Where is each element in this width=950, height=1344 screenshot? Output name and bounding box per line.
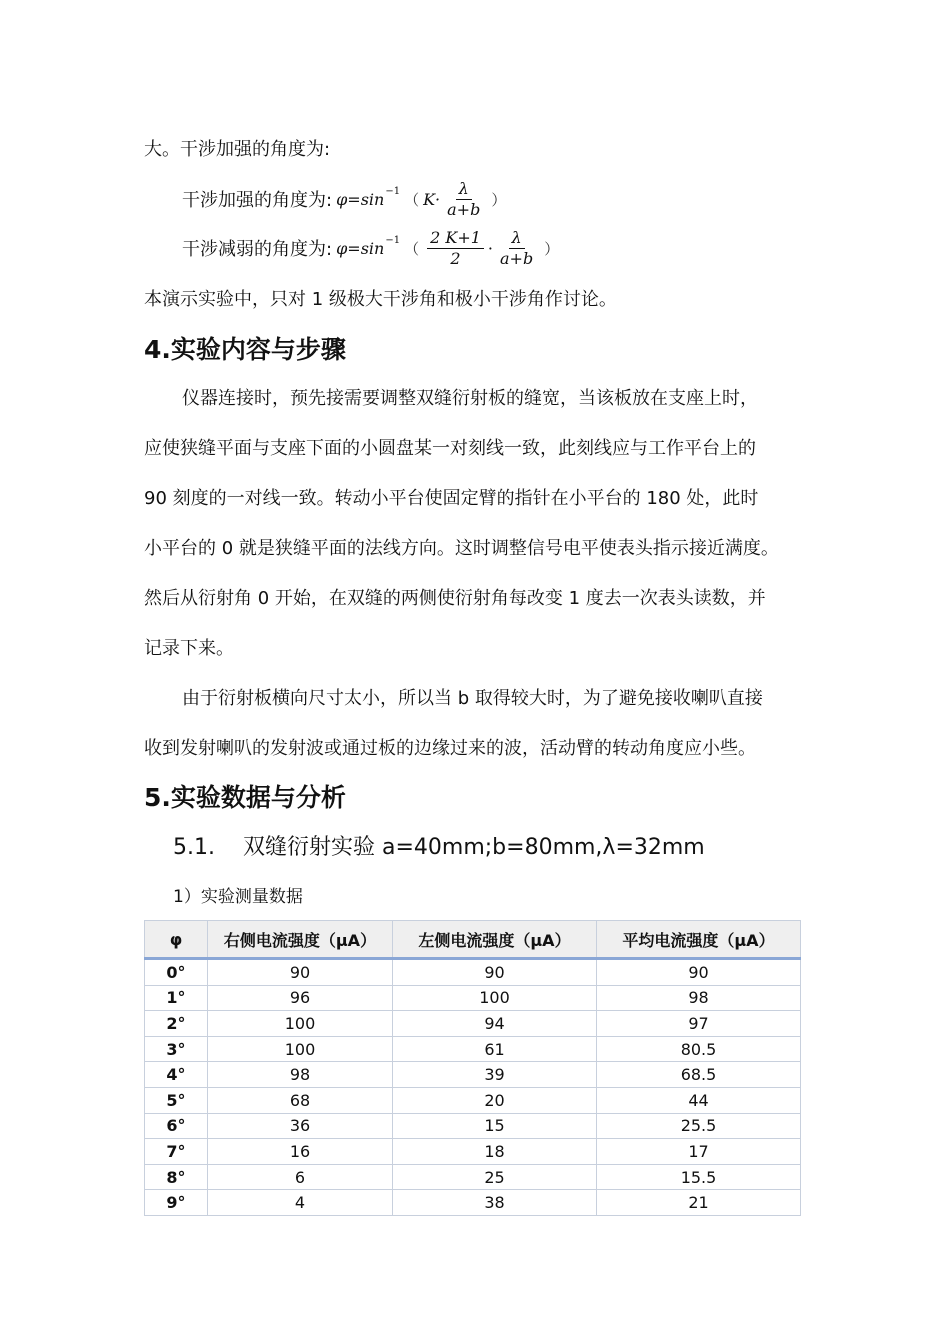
table-row [145,1113,801,1139]
angle-cell: 0° [145,959,208,986]
paragraph-line: 应使狭缝平面与支座下面的小圆盘某一对刻线一致，此刻线应与工作平台上的 [144,438,756,459]
left-current-cell: 39 [393,1062,597,1088]
column-header-angle: φ [145,921,208,959]
formula-fraction-wavelength [497,228,536,269]
fraction-denominator: a+b [447,199,481,219]
formula-open: （ [404,190,420,209]
paragraph-line: 小平台的 0 就是狭缝平面的法线方向。这时调整信号电平使表头指示接近满度。 [144,538,779,559]
discussion-line: 本演示实验中，只对 1 级极大干涉角和极小干涉角作讨论。 [144,289,617,310]
left-current-cell: 18 [393,1139,597,1165]
formula-close: ） [544,239,560,258]
column-header-average: 平均电流强度（μA） [597,921,801,959]
formula-dot: · [487,238,493,258]
table-header-row [145,921,801,959]
paragraph-line: 然后从衍射角 0 开始，在双缝的两侧使衍射角每改变 1 度去一次表头读数，并 [144,588,766,609]
right-current-cell: 100 [208,1036,393,1062]
table-row [145,1087,801,1113]
average-current-cell: 25.5 [597,1113,801,1139]
average-current-cell: 15.5 [597,1164,801,1190]
sub-subsection-heading: 1）实验测量数据 [173,887,303,907]
average-current-cell: 98 [597,985,801,1011]
formula-destructive [182,223,563,273]
table-row [145,959,801,986]
table-row [145,985,801,1011]
left-current-cell: 38 [393,1190,597,1216]
formula-sup: −1 [385,234,401,246]
right-current-cell: 98 [208,1062,393,1088]
paragraph-line: 收到发射喇叭的发射波或通过板的边缘过来的波，活动臂的转动角度应小些。 [144,738,756,759]
right-current-cell: 90 [208,959,393,986]
column-header-right: 右侧电流强度（μA） [208,921,393,959]
average-current-cell: 17 [597,1139,801,1165]
formula-fraction-order [427,228,484,269]
angle-cell: 5° [145,1087,208,1113]
table-row [145,1139,801,1165]
fraction-numerator: λ [509,228,525,249]
right-current-cell: 16 [208,1139,393,1165]
left-current-cell: 25 [393,1164,597,1190]
subsection-number: 5.1. [173,835,215,860]
section-4-heading: 4.实验内容与步骤 [144,335,346,364]
paragraph-line: 90 刻度的一对线一致。转动小平台使固定臂的指针在小平台的 180 处，此时 [144,488,759,509]
right-current-cell: 96 [208,985,393,1011]
right-current-cell: 6 [208,1164,393,1190]
angle-cell: 3° [145,1036,208,1062]
angle-cell: 2° [145,1011,208,1037]
column-header-left: 左侧电流强度（μA） [393,921,597,959]
paragraph-line: 仪器连接时，预先接需要调整双缝衍射板的缝宽，当该板放在支座上时， [182,388,758,409]
intro-line: 大。干涉加强的角度为: [144,139,331,160]
angle-cell: 8° [145,1164,208,1190]
fraction-denominator: a+b [500,248,534,268]
left-current-cell: 15 [393,1113,597,1139]
formula-fraction [444,179,483,220]
average-current-cell: 21 [597,1190,801,1216]
angle-cell: 4° [145,1062,208,1088]
table-row [145,1190,801,1216]
formula-label: 干涉减弱的角度为: [182,239,333,260]
section-5-heading: 5.实验数据与分析 [144,783,346,812]
formula-constructive [182,174,510,224]
fraction-numerator: λ [456,179,472,200]
formula-close: ） [491,190,507,209]
formula-lhs: φ=sin [336,189,385,209]
table-row [145,1036,801,1062]
table-row [145,1062,801,1088]
paragraph-line: 记录下来。 [144,638,234,659]
left-current-cell: 20 [393,1087,597,1113]
measurement-table [144,920,801,1216]
left-current-cell: 90 [393,959,597,986]
fraction-denominator: 2 [450,248,461,268]
formula-expression [336,179,510,220]
right-current-cell: 4 [208,1190,393,1216]
left-current-cell: 100 [393,985,597,1011]
subsection-heading [173,834,705,862]
average-current-cell: 97 [597,1011,801,1037]
paragraph-line: 由于衍射板横向尺寸太小，所以当 b 取得较大时，为了避免接收喇叭直接 [182,688,763,709]
angle-cell: 9° [145,1190,208,1216]
table-row [145,1164,801,1190]
left-current-cell: 61 [393,1036,597,1062]
fraction-numerator: 2 K+1 [427,228,484,249]
subsection-title: 双缝衍射实验 a=40mm;b=80mm,λ=32mm [243,835,705,860]
average-current-cell: 44 [597,1087,801,1113]
formula-open: （ [404,239,420,258]
right-current-cell: 68 [208,1087,393,1113]
formula-expression [336,228,563,269]
right-current-cell: 36 [208,1113,393,1139]
angle-cell: 7° [145,1139,208,1165]
angle-cell: 6° [145,1113,208,1139]
formula-k: K· [423,189,441,209]
left-current-cell: 94 [393,1011,597,1037]
average-current-cell: 68.5 [597,1062,801,1088]
table-row [145,1011,801,1037]
right-current-cell: 100 [208,1011,393,1037]
average-current-cell: 90 [597,959,801,986]
angle-cell: 1° [145,985,208,1011]
formula-sup: −1 [385,185,401,197]
formula-lhs: φ=sin [336,238,385,258]
formula-label: 干涉加强的角度为: [182,190,333,211]
average-current-cell: 80.5 [597,1036,801,1062]
